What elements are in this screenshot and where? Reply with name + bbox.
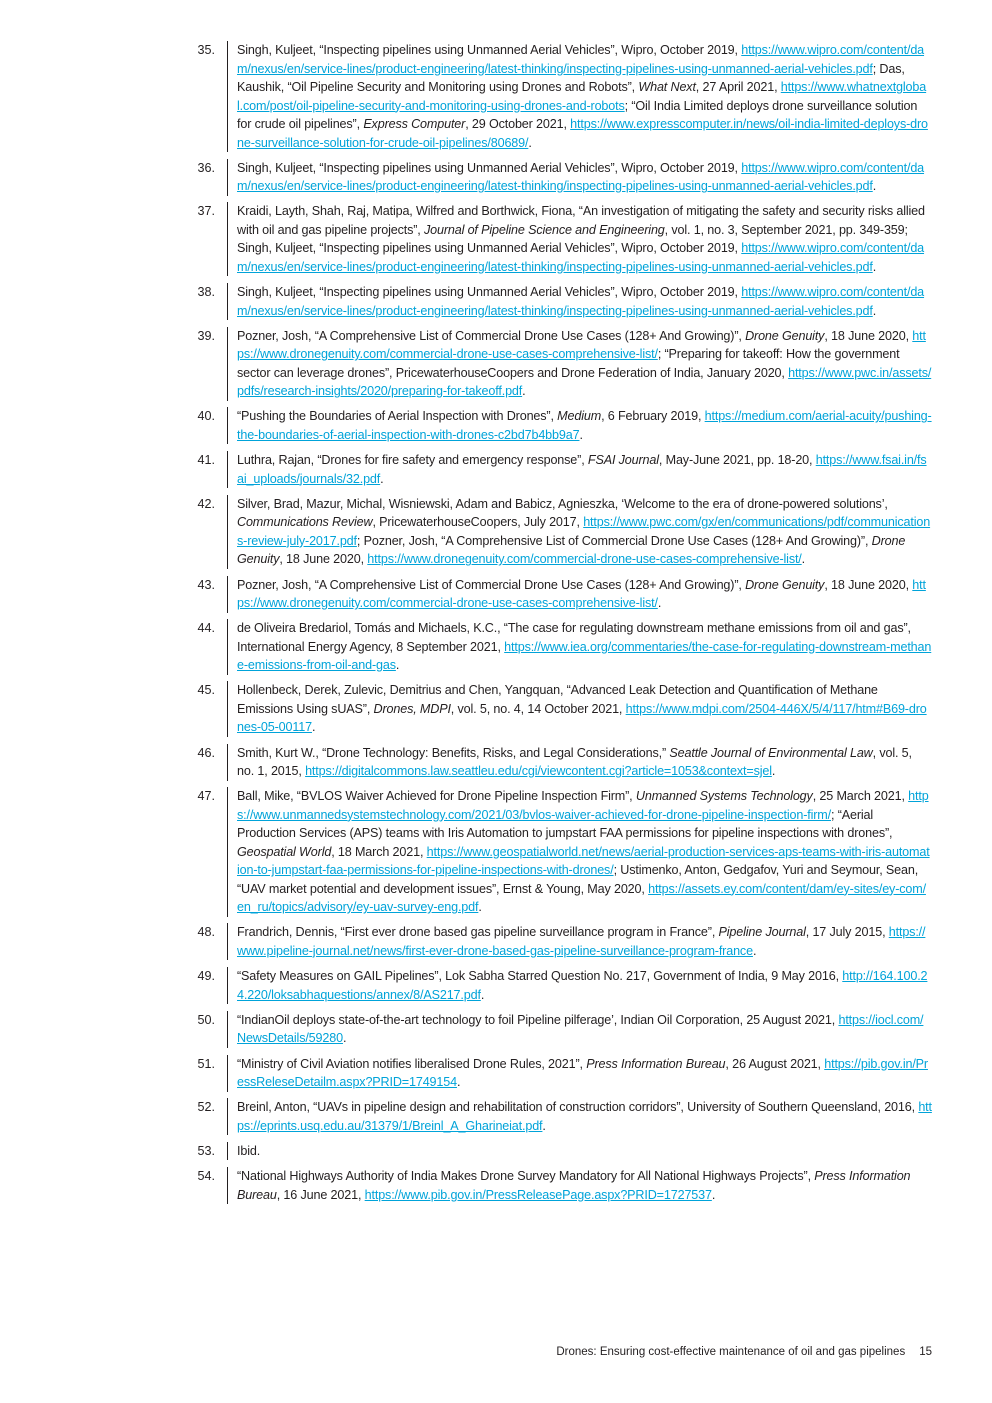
reference-link[interactable]: https://www.unmannedsystemstechnology.com/2021/03/bvlos-waiver-achieved-for-drone-pipeline-inspection-firm/ xyxy=(237,789,929,822)
endnote-text xyxy=(227,619,932,675)
citation-text: . xyxy=(528,135,532,150)
publication-title: Medium xyxy=(557,409,602,424)
endnote-number: 49. xyxy=(197,969,215,984)
reference-link[interactable]: https://www.wipro.com/content/dam/nexus/en/service-lines/product-engineering/latest-thinking/inspecting-pipelines-using-unmanned-aerial-vehicles.pdf xyxy=(237,241,925,274)
endnote-item xyxy=(192,283,932,320)
endnote-item xyxy=(192,1055,932,1092)
citation-text: , 18 June 2020, xyxy=(279,552,368,567)
endnote-item xyxy=(192,923,932,960)
endnote-number: 44. xyxy=(197,621,215,636)
citation-text: Ibid. xyxy=(237,1143,261,1158)
citation-text: Singh, Kuljeet, “Inspecting pipelines using Unmanned Aerial Vehicles”, Wipro, October 2019, xyxy=(237,43,742,57)
endnote-text xyxy=(227,41,932,152)
reference-link[interactable]: https://www.expresscomputer.in/news/oil-india-limited-deploys-drone-surveillance-solution-for-crude-oil-pipelines/80689/ xyxy=(237,117,928,150)
endnote-number: 48. xyxy=(197,925,215,940)
citation-text: “National Highways Authority of India Makes Drone Survey Mandatory for All National Highways Projects”, xyxy=(237,1169,815,1184)
citation-text: . xyxy=(480,987,485,1002)
endnote-item xyxy=(192,1011,932,1048)
reference-link[interactable]: https://www.dronegenuity.com/commercial-drone-use-cases-comprehensive-list/ xyxy=(237,577,926,610)
endnote-item xyxy=(192,967,932,1004)
citation-text: . xyxy=(801,552,806,567)
citation-text: . xyxy=(395,658,400,673)
citation-text: . xyxy=(478,900,482,915)
endnote-text xyxy=(227,1098,932,1135)
endnote-text xyxy=(227,681,932,737)
reference-link[interactable]: https://www.pipeline-journal.net/news/first-ever-drone-based-gas-pipeline-surveillance-program-france xyxy=(237,925,926,958)
endnote-text xyxy=(227,202,932,276)
reference-link[interactable]: https://www.iea.org/commentaries/the-case-for-regulating-downstream-methane-emissions-from-oil-and-gas xyxy=(237,639,932,673)
reference-link[interactable]: https://iocl.com/NewsDetails/59280 xyxy=(237,1012,924,1046)
citation-text: , 29 October 2021, xyxy=(465,117,571,131)
reference-link[interactable]: https://www.pwc.in/assets/pdfs/research-insights/2020/preparing-for-takeoff.pdf xyxy=(237,365,932,399)
endnote-text xyxy=(227,576,932,613)
citation-text: ; “Aerial Production Services (APS) teams with Iris Automation to jumpstart FAA permissions for pipeline inspections with drones”, xyxy=(237,807,893,841)
reference-link[interactable]: https://www.fsai.in/fsai_uploads/journals/32.pdf xyxy=(237,453,927,486)
endnote-number: 51. xyxy=(197,1056,215,1071)
reference-link[interactable]: https://medium.com/aerial-acuity/pushing-the-boundaries-of-aerial-inspection-with-drones-c2bd7b4bb9a7 xyxy=(237,409,932,442)
citation-text: . xyxy=(771,764,776,779)
footer-title: Ensuring cost-effective maintenance of oil and gas pipelines xyxy=(596,1346,906,1358)
endnote-text xyxy=(227,923,932,960)
publication-title: Communications Review xyxy=(237,515,373,530)
publication-title: Drones, MDPI xyxy=(373,701,451,716)
endnote-number: 50. xyxy=(197,1012,215,1027)
publication-title: Pipeline Journal xyxy=(718,925,806,940)
page-footer xyxy=(556,1346,932,1358)
reference-link[interactable]: https://www.pwc.com/gx/en/communications/pdf/communications-review-july-2017.pdf xyxy=(237,515,931,548)
citation-text: “IndianOil deploys state-of-the-art technology to foil Pipeline pilferage’, Indian Oil Corporation, 25 August 2021, xyxy=(237,1012,839,1027)
citation-text: Pozner, Josh, “A Comprehensive List of Commercial Drone Use Cases (128+ And Growing)”, xyxy=(237,328,746,343)
endnote-text xyxy=(227,451,932,488)
endnote-text xyxy=(227,744,932,781)
citation-text: , vol. 5, no. 1, 2015, xyxy=(237,745,912,779)
page-number: 15 xyxy=(919,1346,932,1358)
citation-text: . xyxy=(380,471,384,486)
citation-text: . xyxy=(711,1187,716,1202)
citation-text: , 16 June 2021, xyxy=(276,1187,365,1202)
endnote-number: 40. xyxy=(197,409,215,424)
publication-title: Drone Genuity xyxy=(745,328,825,343)
endnote-item xyxy=(192,1142,932,1161)
endnote-number: 45. xyxy=(197,683,215,698)
endnotes-list xyxy=(192,41,932,1211)
endnote-item xyxy=(192,327,932,401)
citation-text: Kraidi, Layth, Shah, Raj, Matipa, Wilfred and Borthwick, Fiona, “An investigation of mitigating the safety and security risks allied with oil and gas pipeline projects”, xyxy=(237,204,925,237)
endnote-text xyxy=(227,283,932,320)
endnote-number: 39. xyxy=(197,328,215,343)
endnote-text xyxy=(227,1167,932,1204)
endnote-item xyxy=(192,407,932,444)
citation-text: “Ministry of Civil Aviation notifies liberalised Drone Rules, 2021”, xyxy=(237,1056,587,1071)
citation-text: , 18 March 2021, xyxy=(331,844,427,859)
endnote-number: 53. xyxy=(197,1143,215,1158)
citation-text: , 18 June 2020, xyxy=(824,577,913,592)
publication-title: Unmanned Systems Technology xyxy=(635,789,813,804)
citation-text: . xyxy=(579,427,583,442)
citation-text: , 17 July 2015, xyxy=(805,925,889,940)
citation-text: Singh, Kuljeet, “Inspecting pipelines using Unmanned Aerial Vehicles”, Wipro, October 2019, xyxy=(237,285,742,300)
citation-text: . xyxy=(342,1031,347,1046)
publication-title: Drone Genuity xyxy=(745,577,825,592)
citation-text: . xyxy=(657,596,662,610)
endnote-text xyxy=(227,967,932,1004)
endnote-number: 41. xyxy=(197,453,215,468)
publication-title: Journal of Pipeline Science and Engineering xyxy=(423,222,665,237)
reference-link[interactable]: https://www.wipro.com/content/dam/nexus/en/service-lines/product-engineering/latest-thinking/inspecting-pipelines-using-unmanned-aerial-vehicles.pdf xyxy=(237,43,925,76)
citation-text: , 25 March 2021, xyxy=(812,789,909,804)
publication-title: What Next xyxy=(638,80,696,94)
reference-link[interactable]: https://www.geospatialworld.net/news/aerial-production-services-aps-teams-with-iris-automation-to-jumpstart-faa-permissions-for-pipeline-inspections-with-drones/ xyxy=(237,844,930,878)
citation-text: . xyxy=(872,303,877,318)
reference-link[interactable]: https://www.pib.gov.in/PressReleasePage.aspx?PRID=1727537 xyxy=(364,1187,712,1202)
citation-text: . xyxy=(752,943,757,958)
publication-title: Drone Genuity xyxy=(237,533,906,567)
reference-link[interactable]: https://pib.gov.in/PressReleseDetailm.aspx?PRID=1749154 xyxy=(237,1056,928,1089)
endnote-item xyxy=(192,619,932,675)
reference-link[interactable]: https://www.whatnextglobal.com/post/oil-pipeline-security-and-monitoring-using-drones-and-robots xyxy=(237,80,927,113)
citation-text: , vol. 1, no. 3, September 2021, pp. 349-359; Singh, Kuljeet, “Inspecting pipelines using Unmanned Aerial Vehicles”, Wipro, October 2019, xyxy=(237,222,908,256)
endnote-item xyxy=(192,744,932,781)
citation-text: , PricewaterhouseCoopers, July 2017, xyxy=(372,515,584,530)
citation-text: Hollenbeck, Derek, Zulevic, Demitrius and Chen, Yangquan, “Advanced Leak Detection and Quantification of Methane Emissions Using sUAS”, xyxy=(237,683,878,716)
reference-link[interactable]: https://eprints.usq.edu.au/31379/1/Breinl_A_Gharineiat.pdf xyxy=(237,1100,932,1133)
endnote-item xyxy=(192,159,932,196)
citation-text: ; Pozner, Josh, “A Comprehensive List of Commercial Drone Use Cases (128+ And Growing)”, xyxy=(356,533,872,548)
publication-title: Seattle Journal of Environmental Law xyxy=(669,745,873,760)
reference-link[interactable]: https://assets.ey.com/content/dam/ey-sites/ey-com/en_ru/topics/advisory/ey-uav-survey-eng.pdf xyxy=(237,881,926,915)
citation-text: . xyxy=(522,384,526,399)
publication-title: Express Computer xyxy=(363,117,466,131)
citation-text: , 26 August 2021, xyxy=(725,1056,825,1071)
endnote-text xyxy=(227,407,932,444)
reference-link[interactable]: https://www.dronegenuity.com/commercial-drone-use-cases-comprehensive-list/ xyxy=(237,328,926,362)
citation-text: ; “Oil India Limited deploys drone surveillance solution for crude oil pipelines”, xyxy=(237,98,918,131)
citation-text: Breinl, Anton, “UAVs in pipeline design and rehabilitation of construction corridors”, University of Southern Queensland, 2016, xyxy=(237,1100,919,1115)
endnote-text xyxy=(227,327,932,401)
citation-text: , 27 April 2021, xyxy=(695,80,781,94)
reference-link[interactable]: http://164.100.24.220/loksabhaquestions/annex/8/AS217.pdf xyxy=(237,969,928,1002)
endnote-text xyxy=(227,1142,932,1161)
publication-title: Press Information Bureau xyxy=(237,1169,911,1202)
endnote-text xyxy=(227,1055,932,1092)
publication-title: Press Information Bureau xyxy=(586,1056,726,1071)
reference-link[interactable]: https://www.dronegenuity.com/commercial-drone-use-cases-comprehensive-list/ xyxy=(367,552,802,567)
publication-title: Geospatial World xyxy=(237,844,332,859)
endnote-item xyxy=(192,451,932,488)
citation-text: . xyxy=(542,1118,546,1133)
citation-text: Silver, Brad, Mazur, Michal, Wisniewski, Adam and Babicz, Agnieszka, ‘Welcome to the era of drone-powered solutions’, xyxy=(237,496,888,511)
citation-text: Smith, Kurt W., “Drone Technology: Benefits, Risks, and Legal Considerations,” xyxy=(237,745,670,760)
endnote-item xyxy=(192,787,932,917)
endnote-item xyxy=(192,681,932,737)
citation-text: de Oliveira Bredariol, Tomás and Michaels, K.C., “The case for regulating downstream methane emissions from oil and gas”, International Energy Agency, 8 September 2021, xyxy=(237,621,911,654)
citation-text: , 18 June 2020, xyxy=(824,328,913,343)
citation-text: , vol. 5, no. 4, 14 October 2021, xyxy=(450,701,626,716)
citation-text: Singh, Kuljeet, “Inspecting pipelines using Unmanned Aerial Vehicles”, Wipro, October 2019, xyxy=(237,160,742,175)
endnote-text xyxy=(227,159,932,196)
citation-text: . xyxy=(312,720,316,735)
endnote-item xyxy=(192,495,932,569)
endnote-number: 54. xyxy=(197,1169,215,1184)
citation-text: “Safety Measures on GAIL Pipelines”, Lok Sabha Starred Question No. 217, Government of India, 9 May 2016, xyxy=(237,969,843,984)
citation-text: Ball, Mike, “BVLOS Waiver Achieved for Drone Pipeline Inspection Firm”, xyxy=(237,789,636,804)
citation-text: Luthra, Rajan, “Drones for fire safety and emergency response”, xyxy=(237,453,588,468)
endnote-number: 43. xyxy=(197,577,215,592)
endnote-item xyxy=(192,1167,932,1204)
citation-text: , May-June 2021, pp. 18-20, xyxy=(658,453,816,468)
endnote-number: 37. xyxy=(197,204,215,219)
reference-link[interactable]: https://www.wipro.com/content/dam/nexus/en/service-lines/product-engineering/latest-thinking/inspecting-pipelines-using-unmanned-aerial-vehicles.pdf xyxy=(237,160,925,194)
endnote-number: 42. xyxy=(197,496,215,511)
endnote-text xyxy=(227,495,932,569)
citation-text: Frandrich, Dennis, “First ever drone based gas pipeline surveillance program in France”, xyxy=(237,925,719,940)
citation-text: ; Ustimenko, Anton, Gedgafov, Yuri and Seymour, Sean, “UAV market potential and development issues”, Ernst & Young, May 2020, xyxy=(237,863,919,896)
citation-text: “Pushing the Boundaries of Aerial Inspection with Drones”, xyxy=(237,409,558,424)
citation-text: . xyxy=(872,259,877,274)
endnote-item xyxy=(192,202,932,276)
citation-text: , 6 February 2019, xyxy=(601,409,705,424)
endnote-number: 36. xyxy=(197,160,215,175)
endnote-number: 52. xyxy=(197,1100,215,1115)
publication-title: FSAI Journal xyxy=(587,453,659,468)
endnote-number: 38. xyxy=(197,285,215,300)
endnote-item xyxy=(192,41,932,152)
endnote-text xyxy=(227,787,932,917)
reference-link[interactable]: https://digitalcommons.law.seattleu.edu/cgi/viewcontent.cgi?article=1053&context=sjel xyxy=(305,764,772,779)
reference-link[interactable]: https://www.wipro.com/content/dam/nexus/en/service-lines/product-engineering/latest-thinking/inspecting-pipelines-using-unmanned-aerial-vehicles.pdf xyxy=(237,285,925,318)
endnote-text xyxy=(227,1011,932,1048)
citation-text: ; “Preparing for takeoff: How the government sector can leverage drones”, PricewaterhouseCoopers and Drone Federation of India, January 2020, xyxy=(237,347,900,380)
reference-link[interactable]: https://www.mdpi.com/2504-446X/5/4/117/htm#B69-drones-05-00117 xyxy=(237,701,927,735)
footer-title-strong: Drones: xyxy=(556,1346,597,1358)
citation-text: ; Das, Kaushik, “Oil Pipeline Security and Monitoring using Drones and Robots”, xyxy=(237,61,905,94)
citation-text: . xyxy=(456,1075,461,1089)
citation-text: Pozner, Josh, “A Comprehensive List of Commercial Drone Use Cases (128+ And Growing)”, xyxy=(237,577,746,592)
endnote-number: 46. xyxy=(197,745,215,760)
citation-text: . xyxy=(872,179,877,194)
endnote-item xyxy=(192,576,932,613)
endnote-number: 47. xyxy=(197,789,215,804)
endnote-number: 35. xyxy=(197,43,215,57)
endnote-item xyxy=(192,1098,932,1135)
